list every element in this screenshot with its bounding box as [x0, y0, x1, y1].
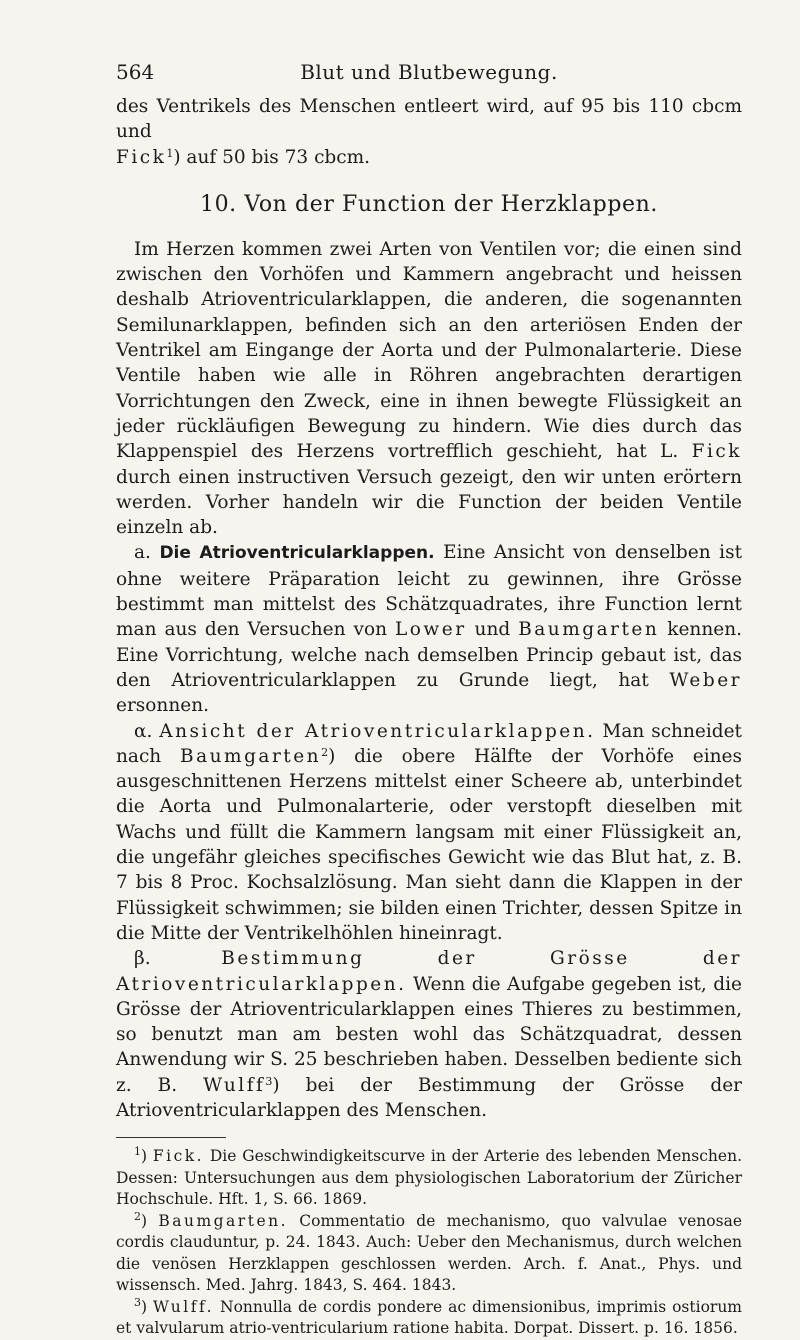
- footnote: $^2$) Baumgarten. Commentatio de mechanismo, quo valvulae venosae cordis clauduntur, p. 24. 1843. Auch: Ueber den Mechanismus, durch welchen die venösen Herzklappen geschlossen werden. Arch. f. Anat., Phys. und wissensch. Med. Jahrg. 1843, S. 464. 1843.: [116, 1209, 742, 1295]
- footnote-rule: [116, 1137, 226, 1138]
- page-number: 564: [116, 60, 155, 84]
- running-title: Blut und Blutbewegung.: [300, 60, 558, 84]
- intro-paragraph: des Ventrikels des Menschen entleert wird, auf 95 bis 110 cbcm und Fick$^1$) auf 50 bis 73 cbcm.: [116, 96, 742, 168]
- running-header: [116, 60, 742, 84]
- footnote: $^3$) Wulff. Nonnulla de cordis pondere ac dimensionibus, imprimis ostiorum et valvularum atrio-ventricularium ratione habita. Dorpat. Dissert. p. 16. 1856.: [116, 1295, 742, 1338]
- paragraph-alpha-view: α. Ansicht der Atrioventricularklappen. Man schneidet nach Baumgarten$^2$) die obere Hälfte der Vorhöfe eines ausgeschnittenen Herzens mittelst einer Scheere ab, unterbindet die Aorta und Pulmonalarterie, oder verstopft dieselben mit Wachs und füllt die Kammern langsam mit einer Flüssigkeit an, die ungefähr gleiches specifisches Gewicht wie das Blut hat, z. B. 7 bis 8 Proc. Kochsalzlösung. Man sieht dann die Klappen in der Flüssigkeit schwimmen; sie bilden einen Trichter, dessen Spitze in die Mitte der Ventrikelhöhlen hineinragt.: [116, 720, 743, 944]
- footnote: $^1$) Fick. Die Geschwindigkeitscurve in der Arterie des lebenden Menschen. Dessen: Untersuchungen aus dem physiologischen Laboratorium der Züricher Hochschule. Hft. 1, S. 66. 1869.: [116, 1145, 742, 1209]
- footnotes: [116, 1146, 742, 1340]
- paragraph-atrioventricular: a. Die Atrioventricularklappen. Eine Ansicht von denselben ist ohne weitere Präparation leicht zu gewinnen, ihre Grösse bestimmt man mittelst des Schätzquadrates, ihre Function lernt man aus den Versuchen von Lower und Baumgarten kennen. Eine Vorrichtung, welche nach demselben Princip gebaut ist, das den Atrioventricularklappen zu Grunde liegt, hat Weber ersonnen.: [116, 542, 742, 717]
- paragraph-intro-valves: Im Herzen kommen zwei Arten von Ventilen vor; die einen sind zwischen den Vorhöfen und Kammern angebracht und heissen deshalb Atrioventricularklappen, die anderen, die sogenannten Semilunarklappen, befinden sich an den arteriösen Enden der Ventrikel am Eingange der Aorta und der Pulmonalarterie. Diese Ventile haben wie alle in Röhren angebrachten derartigen Vorrichtungen den Zweck, eine in ihnen bewegte Flüssigkeit an jeder rückläufigen Bewegung zu hindern. Wie dies durch das Klappenspiel des Herzens vortrefflich geschieht, hat L. Fick durch einen instructiven Versuch gezeigt, den wir unten erörtern werden. Vorher handeln wir die Function der beiden Ventile einzeln ab.: [116, 238, 742, 539]
- section-heading: 10. Von der Function der Herzklappen.: [199, 191, 659, 217]
- paragraph-beta-size: β. Bestimmung der Grösse der Atrioventricularklappen. Wenn die Aufgabe gegeben ist, die Grösse der Atrioventricularklappen eines Thieres zu bestimmen, so benutzt man am besten wohl das Schätzquadrat, dessen Anwendung wir S. 25 beschrieben haben. Desselben bediente sich z. B. Wulff$^3$) bei der Bestimmung der Grösse der Atrioventricularklappen des Menschen.: [116, 948, 742, 1121]
